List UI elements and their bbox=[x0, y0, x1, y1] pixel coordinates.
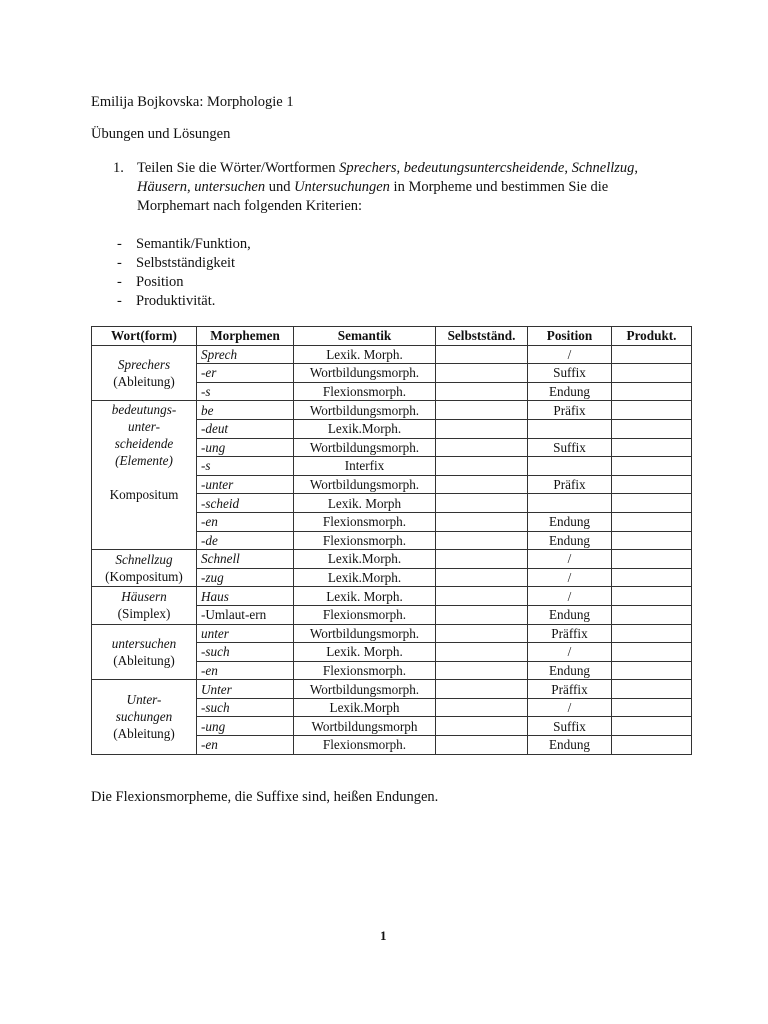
selbststaendigkeit-cell bbox=[436, 587, 528, 606]
column-header: Morphemen bbox=[197, 327, 294, 346]
produktivitaet-cell bbox=[612, 568, 692, 587]
criteria-item bbox=[117, 273, 251, 292]
produktivitaet-cell bbox=[612, 419, 692, 438]
semantik-cell: Lexik.Morph. bbox=[294, 419, 436, 438]
position-cell: Präffix bbox=[528, 680, 612, 699]
position-cell bbox=[528, 419, 612, 438]
semantik-cell: Flexionsmorph. bbox=[294, 531, 436, 550]
word-form-line: scheidende bbox=[114, 436, 174, 452]
produktivitaet-cell bbox=[612, 512, 692, 531]
semantik-cell: Lexik.Morph. bbox=[294, 568, 436, 587]
page-number: 1 bbox=[380, 928, 387, 943]
morphem-cell: -en bbox=[197, 661, 294, 680]
semantik-cell: Lexik. Morph. bbox=[294, 643, 436, 662]
position-cell: / bbox=[528, 568, 612, 587]
criteria-item bbox=[117, 235, 251, 254]
selbststaendigkeit-cell bbox=[436, 364, 528, 383]
produktivitaet-cell bbox=[612, 698, 692, 717]
word-form-line: (Ableitung) bbox=[113, 726, 175, 742]
position-cell: Präffix bbox=[528, 624, 612, 643]
selbststaendigkeit-cell bbox=[436, 438, 528, 457]
produktivitaet-cell bbox=[612, 438, 692, 457]
word-form-cell bbox=[92, 587, 197, 624]
table-row bbox=[92, 401, 692, 420]
selbststaendigkeit-cell bbox=[436, 736, 528, 755]
morpheme-table bbox=[91, 326, 692, 755]
word-form-line: untersuchen bbox=[111, 635, 177, 651]
produktivitaet-cell bbox=[612, 345, 692, 364]
semantik-cell: Wortbildungsmorph. bbox=[294, 624, 436, 643]
subtitle: Übungen und Lösungen bbox=[91, 126, 231, 142]
selbststaendigkeit-cell bbox=[436, 624, 528, 643]
produktivitaet-cell bbox=[612, 550, 692, 569]
produktivitaet-cell bbox=[612, 736, 692, 755]
semantik-cell: Flexionsmorph. bbox=[294, 382, 436, 401]
position-cell: Endung bbox=[528, 382, 612, 401]
word-form-line: (Elemente) bbox=[115, 453, 173, 469]
produktivitaet-cell bbox=[612, 624, 692, 643]
word-form-line: (Kompositum) bbox=[105, 569, 183, 585]
produktivitaet-cell bbox=[612, 587, 692, 606]
produktivitaet-cell bbox=[612, 401, 692, 420]
position-cell: Suffix bbox=[528, 438, 612, 457]
morphem-cell: -such bbox=[197, 698, 294, 717]
table-row bbox=[92, 624, 692, 643]
produktivitaet-cell bbox=[612, 661, 692, 680]
morphem-cell: be bbox=[197, 401, 294, 420]
semantik-cell: Wortbildungsmorph. bbox=[294, 680, 436, 699]
table-row bbox=[92, 550, 692, 569]
morphem-cell: -such bbox=[197, 643, 294, 662]
task-text-part: , bbox=[186, 179, 195, 195]
dash-bullet: - bbox=[117, 236, 122, 252]
criteria-list bbox=[117, 235, 251, 311]
word-form-cell bbox=[92, 624, 197, 680]
position-cell: Endung bbox=[528, 605, 612, 624]
position-cell: Endung bbox=[528, 531, 612, 550]
semantik-cell: Wortbildungsmorph. bbox=[294, 364, 436, 383]
word-form-line bbox=[96, 469, 192, 486]
task-text-part: , bbox=[634, 160, 639, 176]
word-form-line: unter- bbox=[128, 419, 160, 435]
produktivitaet-cell bbox=[612, 717, 692, 736]
position-cell: Suffix bbox=[528, 364, 612, 383]
word-form-cell bbox=[92, 345, 197, 401]
selbststaendigkeit-cell bbox=[436, 661, 528, 680]
word-form-cell bbox=[92, 550, 197, 587]
table-row bbox=[92, 587, 692, 606]
semantik-cell: Flexionsmorph. bbox=[294, 736, 436, 755]
column-header: Produkt. bbox=[612, 327, 692, 346]
semantik-cell: Wortbildungsmorph bbox=[294, 717, 436, 736]
task-text-part: und bbox=[265, 179, 295, 195]
produktivitaet-cell bbox=[612, 605, 692, 624]
word-form-line: Unter- bbox=[126, 692, 162, 708]
semantik-cell: Interfix bbox=[294, 457, 436, 476]
selbststaendigkeit-cell bbox=[436, 550, 528, 569]
morphem-cell: unter bbox=[197, 624, 294, 643]
criteria-text: Produktivität. bbox=[136, 293, 216, 309]
task-text-part: , bbox=[564, 160, 572, 176]
column-header: Wort(form) bbox=[92, 327, 197, 346]
semantik-cell: Flexionsmorph. bbox=[294, 605, 436, 624]
selbststaendigkeit-cell bbox=[436, 512, 528, 531]
selbststaendigkeit-cell bbox=[436, 605, 528, 624]
criteria-text: Position bbox=[136, 274, 184, 290]
produktivitaet-cell bbox=[612, 382, 692, 401]
position-cell: Endung bbox=[528, 736, 612, 755]
column-header: Selbstständ. bbox=[436, 327, 528, 346]
position-cell: Endung bbox=[528, 512, 612, 531]
conclusion-text: Die Flexionsmorpheme, die Suffixe sind, heißen Endungen. bbox=[91, 789, 439, 805]
word-form-line: (Ableitung) bbox=[113, 652, 175, 668]
criteria-text: Semantik/Funktion, bbox=[136, 236, 251, 252]
task-text-part: Häusern bbox=[137, 179, 187, 195]
position-cell: / bbox=[528, 587, 612, 606]
selbststaendigkeit-cell bbox=[436, 698, 528, 717]
position-cell bbox=[528, 494, 612, 513]
semantik-cell: Lexik. Morph. bbox=[294, 345, 436, 364]
selbststaendigkeit-cell bbox=[436, 457, 528, 476]
morphem-cell: -en bbox=[197, 512, 294, 531]
produktivitaet-cell bbox=[612, 457, 692, 476]
selbststaendigkeit-cell bbox=[436, 401, 528, 420]
task-text bbox=[137, 159, 677, 216]
task-text-part: in Morpheme und bestimmen Sie die Morphemart nach folgenden Kriterien: bbox=[137, 179, 609, 214]
position-cell: / bbox=[528, 345, 612, 364]
morphem-cell: Sprech bbox=[197, 345, 294, 364]
column-header: Semantik bbox=[294, 327, 436, 346]
position-cell: / bbox=[528, 643, 612, 662]
produktivitaet-cell bbox=[612, 475, 692, 494]
semantik-cell: Wortbildungsmorph. bbox=[294, 401, 436, 420]
produktivitaet-cell bbox=[612, 680, 692, 699]
dash-bullet: - bbox=[117, 293, 122, 309]
morphem-cell: Haus bbox=[197, 587, 294, 606]
word-form-cell bbox=[92, 680, 197, 754]
morphem-cell: -s bbox=[197, 382, 294, 401]
semantik-cell: Lexik. Morph bbox=[294, 494, 436, 513]
morphem-cell: Unter bbox=[197, 680, 294, 699]
selbststaendigkeit-cell bbox=[436, 419, 528, 438]
word-form-line: Sprechers bbox=[117, 356, 171, 372]
task-text-part: untersuchen bbox=[194, 179, 266, 195]
dash-bullet: - bbox=[117, 255, 122, 271]
morphem-cell: -ung bbox=[197, 438, 294, 457]
morphem-cell: -er bbox=[197, 364, 294, 383]
task-number: 1. bbox=[113, 160, 124, 176]
morphem-cell: -Umlaut-ern bbox=[197, 605, 294, 624]
position-cell: Suffix bbox=[528, 717, 612, 736]
morphem-cell: -de bbox=[197, 531, 294, 550]
word-form-line: Kompositum bbox=[109, 487, 179, 503]
selbststaendigkeit-cell bbox=[436, 680, 528, 699]
word-form-cell bbox=[92, 401, 197, 550]
morphem-cell: -zug bbox=[197, 568, 294, 587]
criteria-text: Selbstständigkeit bbox=[136, 255, 236, 271]
criteria-item bbox=[117, 254, 251, 273]
table-row bbox=[92, 345, 692, 364]
word-form-line: (Simplex) bbox=[117, 606, 171, 622]
semantik-cell: Flexionsmorph. bbox=[294, 661, 436, 680]
morphem-cell: -s bbox=[197, 457, 294, 476]
semantik-cell: Wortbildungsmorph. bbox=[294, 438, 436, 457]
produktivitaet-cell bbox=[612, 364, 692, 383]
produktivitaet-cell bbox=[612, 643, 692, 662]
morphem-cell: -unter bbox=[197, 475, 294, 494]
semantik-cell: Lexik.Morph bbox=[294, 698, 436, 717]
word-form-line: Schnellzug bbox=[115, 552, 173, 568]
column-header: Position bbox=[528, 327, 612, 346]
produktivitaet-cell bbox=[612, 531, 692, 550]
semantik-cell: Lexik.Morph. bbox=[294, 550, 436, 569]
semantik-cell: Flexionsmorph. bbox=[294, 512, 436, 531]
semantik-cell: Lexik. Morph. bbox=[294, 587, 436, 606]
task-text-part: Untersuchungen bbox=[294, 179, 390, 195]
morphem-cell: -en bbox=[197, 736, 294, 755]
selbststaendigkeit-cell bbox=[436, 643, 528, 662]
selbststaendigkeit-cell bbox=[436, 531, 528, 550]
selbststaendigkeit-cell bbox=[436, 475, 528, 494]
selbststaendigkeit-cell bbox=[436, 382, 528, 401]
selbststaendigkeit-cell bbox=[436, 345, 528, 364]
author-line: Emilija Bojkovska: Morphologie 1 bbox=[91, 94, 294, 110]
morphem-cell: -deut bbox=[197, 419, 294, 438]
position-cell: Präfix bbox=[528, 475, 612, 494]
morphem-cell: -scheid bbox=[197, 494, 294, 513]
word-form-line: bedeutungs- bbox=[111, 402, 177, 418]
selbststaendigkeit-cell bbox=[436, 717, 528, 736]
dash-bullet: - bbox=[117, 274, 122, 290]
position-cell: Präfix bbox=[528, 401, 612, 420]
position-cell: Endung bbox=[528, 661, 612, 680]
table-row bbox=[92, 680, 692, 699]
position-cell: / bbox=[528, 550, 612, 569]
produktivitaet-cell bbox=[612, 494, 692, 513]
task-text-part: bedeutungsuntercsheidende bbox=[403, 160, 565, 176]
morphem-cell: -ung bbox=[197, 717, 294, 736]
word-form-line: suchungen bbox=[115, 709, 173, 725]
task-text-part: Sprechers bbox=[339, 160, 397, 176]
word-form-line: Häusern bbox=[121, 589, 167, 605]
task-text-part: Schnellzug bbox=[571, 160, 635, 176]
morphem-cell: Schnell bbox=[197, 550, 294, 569]
selbststaendigkeit-cell bbox=[436, 568, 528, 587]
word-form-line: (Ableitung) bbox=[113, 373, 175, 389]
task-text-part: Teilen Sie die Wörter/Wortformen bbox=[137, 160, 340, 176]
semantik-cell: Wortbildungsmorph. bbox=[294, 475, 436, 494]
position-cell bbox=[528, 457, 612, 476]
criteria-item bbox=[117, 292, 251, 311]
table-header-row bbox=[92, 327, 692, 346]
position-cell: / bbox=[528, 698, 612, 717]
task-text-part: , bbox=[396, 160, 404, 176]
selbststaendigkeit-cell bbox=[436, 494, 528, 513]
